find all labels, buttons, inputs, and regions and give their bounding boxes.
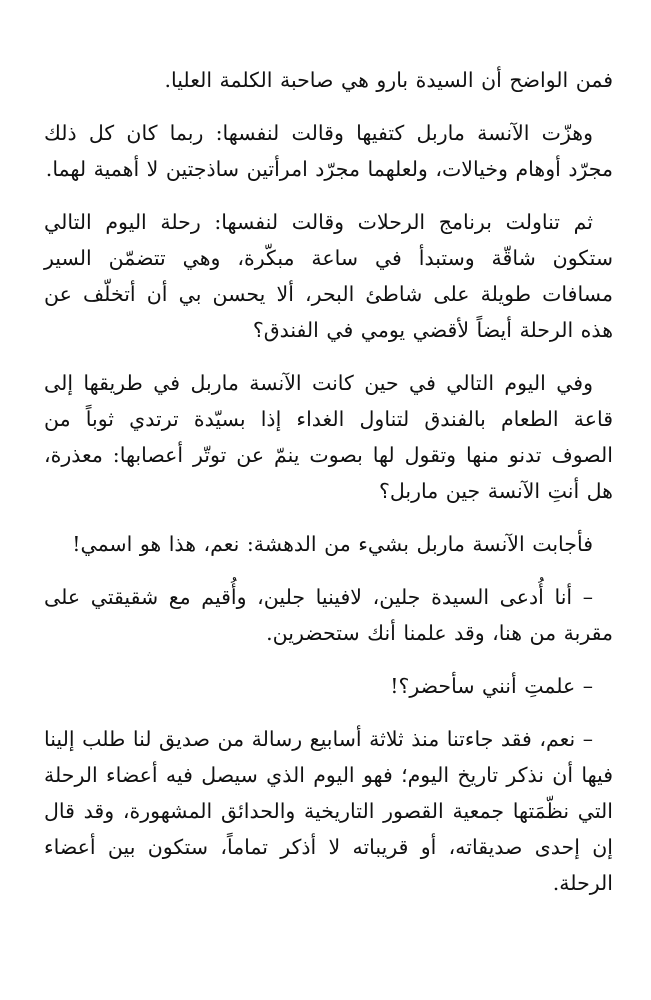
paragraph-4: وفي اليوم التالي في حين كانت الآنسة ماربل في طريقها إلى قاعة الطعام بالفندق لتناول الغداء إذا بسيّدة ترتدي ثوباً من الصوف تدنو منها وتقول لها بصوت ينمّ عن توتّر أعصابها: معذرة، هل أنتِ الآنسة جين ماربل؟: [44, 371, 613, 503]
paragraph-5: فأجابت الآنسة ماربل بشيء من الدهشة: نعم، هذا هو اسمي!: [72, 532, 593, 556]
paragraph-3: ثم تناولت برنامج الرحلات وقالت لنفسها: رحلة اليوم التالي ستكون شاقّة وستبدأ في ساعة مبكّرة، وهي تتضمّن السير مسافات طويلة على شاطئ البحر، ألا يحسن بي أن أتخلّف عن هذه الرحلة أيضاً لأقضي يومي في الفندق؟: [44, 210, 613, 342]
paragraph-8: – نعم، فقد جاءتنا منذ ثلاثة أسابيع رسالة من صديق لنا طلب إلينا فيها أن نذكر تاريخ اليوم؛ فهو اليوم الذي سيصل فيه أعضاء الرحلة التي نظّمَتها جمعية القصور التاريخية والحدائق المشهورة، وقد قال إن إحدى صديقاته، أو قريباته لا أذكر تماماً، ستكون بين أعضاء الرحلة.: [44, 727, 613, 895]
paragraph-6: – أنا أُدعى السيدة جلين، لافينيا جلين، وأُقيم مع شقيقتي على مقربة من هنا، وقد علمنا أنك ستحضرين.: [44, 585, 613, 645]
paragraph-7: – علمتِ أنني سأحضر؟!: [390, 674, 593, 698]
paragraph-2: وهزّت الآنسة ماربل كتفيها وقالت لنفسها: ربما كان كل ذلك مجرّد أوهام وخيالات، ولعلهما مجرّد امرأتين ساذجتين لا أهمية لهما.: [44, 121, 613, 181]
paragraph-1: فمن الواضح أن السيدة بارو هي صاحبة الكلمة العليا.: [164, 68, 613, 92]
